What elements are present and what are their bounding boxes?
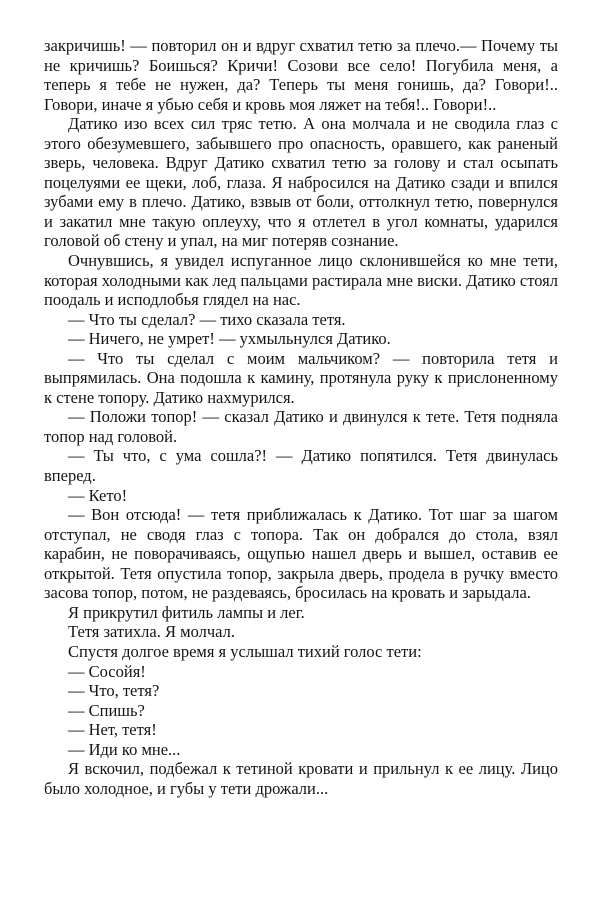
page-text xyxy=(44,36,558,798)
paragraph: Я прикрутил фитиль лампы и лег. xyxy=(68,602,305,622)
paragraph: Очнувшись, я увидел испуганное лицо склонившейся ко мне тети, которая холодными как лед пальцами растирала мне виски. Датико стоял поодаль и исподлобья глядел на нас. xyxy=(44,251,558,310)
dialogue-line: — Что ты сделал с моим мальчиком? — повторила тетя и выпрямилась. Она подошла к камину, протянула руку к прислоненному к стене топору. Датико нахмурился. xyxy=(44,348,558,407)
dialogue-line: — Положи топор! — сказал Датико и двинулся к тете. Тетя подняла топор над головой. xyxy=(44,407,558,446)
dialogue-line: — Ты что, с ума сошла?! — Датико попятился. Тетя двинулась вперед. xyxy=(44,446,558,486)
paragraph-continuation: закричишь! — повторил он и вдруг схватил тетю за плечо.— Почему ты не кричишь? Боишься? Кричи! Созови все село! Погубила меня, а теперь я тебе не нужен, да? Теперь ты меня гонишь, да? Говори!.. Говори, иначе я убью себя и кровь моя ляжет на тебя!.. Говори!.. xyxy=(44,36,558,114)
paragraph: Я вскочил, подбежал к тетиной кровати и прильнул к ее лицу. Лицо было холодное, и губы у тети дрожали... xyxy=(44,759,558,798)
dialogue-line: — Иди ко мне... xyxy=(68,739,181,759)
paragraph: Тетя затихла. Я молчал. xyxy=(68,622,235,642)
paragraph: Спустя долгое время я услышал тихий голос тети: xyxy=(68,641,422,661)
paragraph: Датико изо всех сил тряс тетю. А она молчала и не сводила глаз с этого обезумевшего, забывшего про опасность, оравшего, как раненый зверь, человека. Вдруг Датико схватил тетю за голову и стал осыпать поцелуями ее щеки, лоб, глаза. Я набросился на Датико сзади и впился зубами ему в плечо. Датико, взвыв от боли, оттолкнул тетю, повернулся и закатил мне такую оплеуху, что я отлетел в угол комнаты, ударился головой об стену и упал, на миг потеряв сознание. xyxy=(44,114,558,251)
dialogue-line: — Вон отсюда! — тетя приближалась к Датико. Тот шаг за шагом отступал, не сводя глаз с топора. Так он добрался до стола, взял карабин, не поворачиваясь, ощупью нашел дверь и вышел, оставив ее открытой. Тетя опустила топор, закрыла дверь, продела в ручку вместо засова топор, потом, не раздеваясь, бросилась на кровать и зарыдала. xyxy=(44,505,558,603)
dialogue-line: — Ничего, не умрет! — ухмыльнулся Датико. xyxy=(68,329,391,349)
dialogue-line: — Что ты сделал? — тихо сказала тетя. xyxy=(68,309,346,329)
dialogue-line: — Сосойя! xyxy=(68,661,146,681)
dialogue-line: — Нет, тетя! xyxy=(68,720,157,740)
dialogue-line: — Что, тетя? xyxy=(68,681,160,701)
dialogue-line: — Спишь? xyxy=(68,700,145,720)
dialogue-line: — Кето! xyxy=(68,485,128,505)
